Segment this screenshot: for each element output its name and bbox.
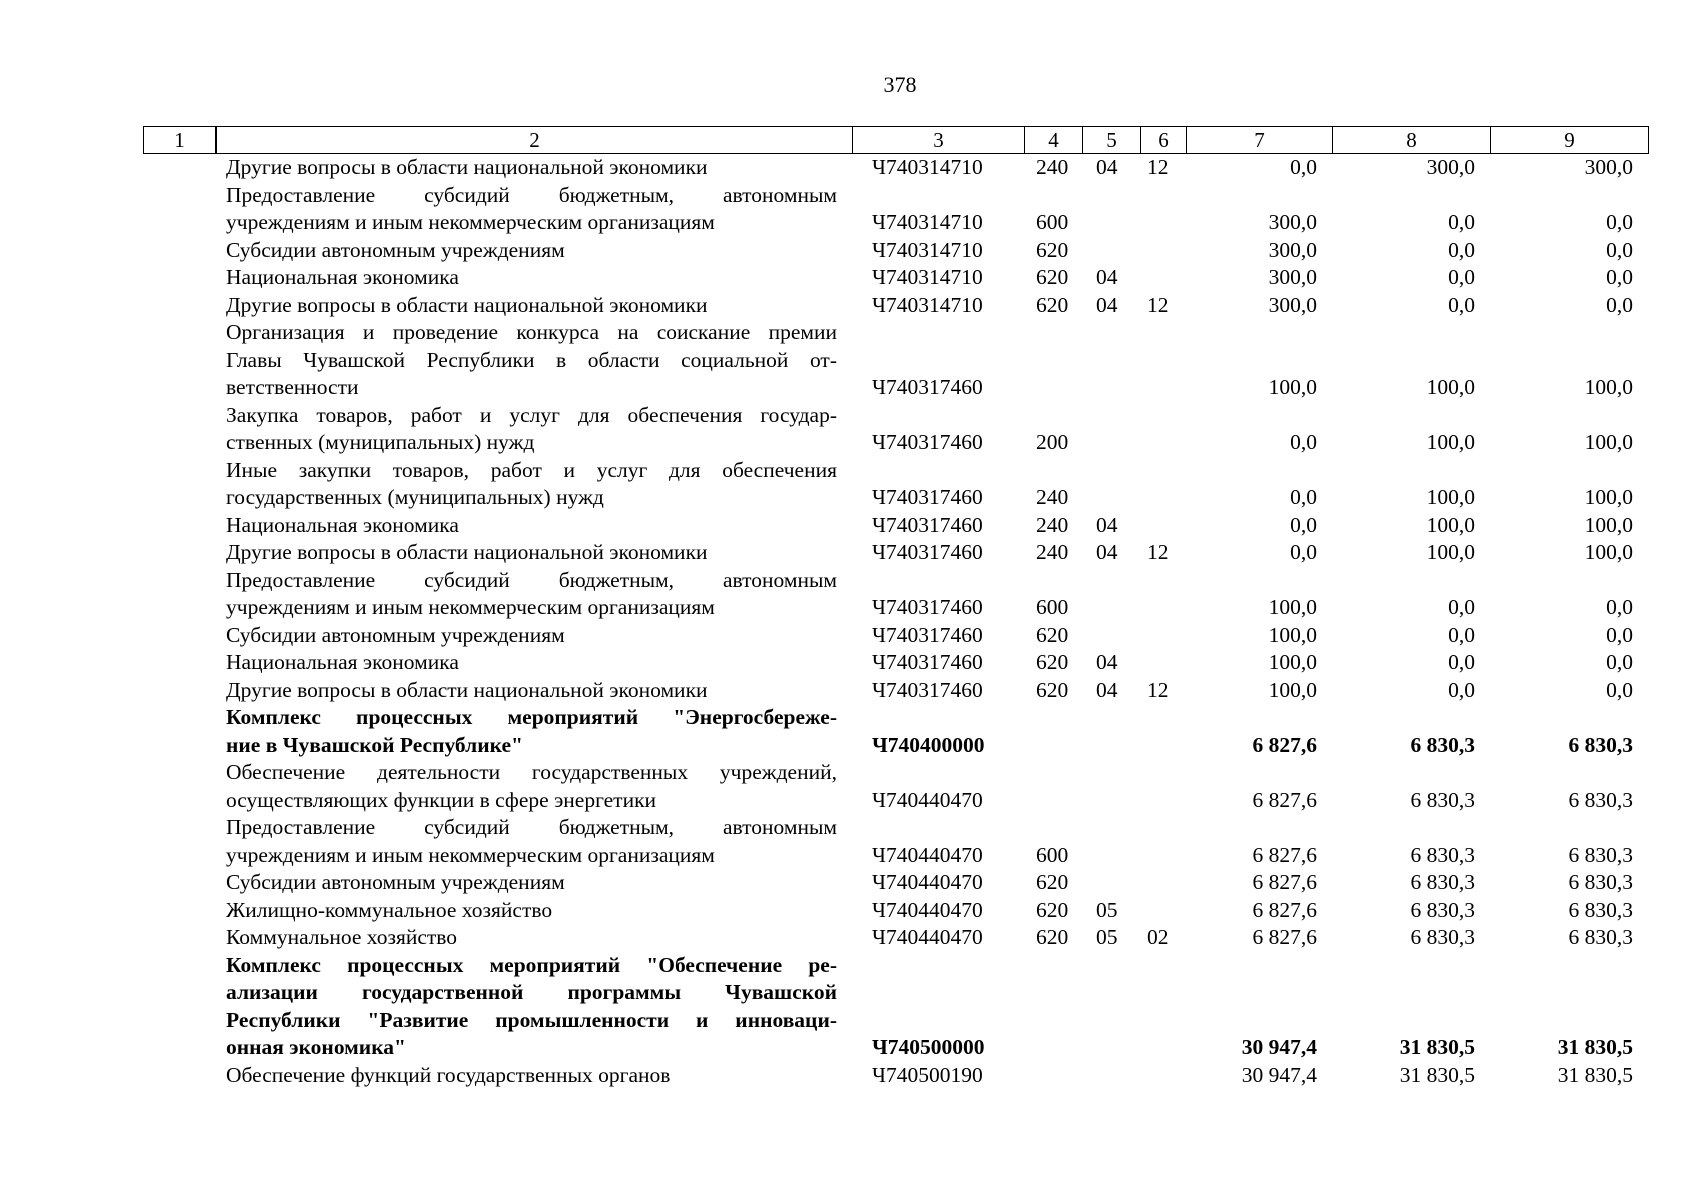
amount-col-9: 0,0 [1606,210,1633,234]
section: 04 [1096,292,1118,317]
description-line: Республики "Развитие промышленности и инноваци- [226,1007,837,1032]
target-code: Ч740317460 [872,430,983,454]
amount-col-8: 0,0 [1448,650,1475,674]
description-line: ветственности [226,375,359,399]
description-line: ние в Чувашской Республике" [226,732,523,757]
amount-col-7: 0,0 [1290,485,1317,509]
amount-col-7: 30 947,4 [1241,1035,1317,1059]
row-description [226,704,837,759]
header-cell-4: 4 [1024,126,1083,154]
table-row [0,154,1697,182]
amount-col-7: 100,0 [1268,677,1317,702]
target-code: Ч740314710 [872,292,983,317]
row-description [226,759,837,814]
description-line: Субсидии автономным учреждениям [226,237,565,262]
target-code: Ч740317460 [872,650,983,674]
expense-type: 200 [1036,430,1069,454]
target-code: Ч740500000 [872,1035,985,1059]
amount-col-8: 6 830,3 [1410,842,1475,867]
description-line: Другие вопросы в области национальной экономики [226,292,708,317]
expense-type: 240 [1036,155,1069,179]
target-code: Ч740317460 [872,485,983,509]
target-code: Ч740314710 [872,155,983,179]
expense-type: 620 [1036,650,1069,674]
table-row [0,292,1697,320]
table-row [0,814,1697,869]
row-description [226,649,837,677]
amount-col-9: 0,0 [1606,622,1633,647]
amount-col-7: 300,0 [1268,237,1317,262]
amount-col-7: 0,0 [1290,540,1317,564]
description-line: Главы Чувашской Республики в области социальной от- [226,347,837,372]
table-row [0,264,1697,292]
row-description [226,897,837,925]
description-line: Обеспечение функций государственных органов [226,1062,671,1087]
target-code: Ч740440470 [872,897,983,922]
expense-type: 240 [1036,485,1069,509]
description-line: Иные закупки товаров, работ и услуг для обеспечения [226,457,837,482]
table-row [0,457,1697,512]
description-line: онная экономика" [226,1035,406,1059]
table-row [0,567,1697,622]
expense-type: 620 [1036,265,1069,289]
expense-type: 600 [1036,210,1069,234]
target-code: Ч740314710 [872,237,983,262]
description-line: учреждениям и иным некоммерческим организациям [226,210,715,234]
description-line: Закупка товаров, работ и услуг для обеспечения государ- [226,402,837,427]
description-line: учреждениям и иным некоммерческим организациям [226,595,715,619]
table-row [0,759,1697,814]
row-description [226,952,837,1062]
amount-col-7: 6 827,6 [1252,870,1317,894]
description-line: учреждениям и иным некоммерческим организациям [226,842,715,867]
header-cell-8: 8 [1332,126,1491,154]
amount-col-9: 100,0 [1584,512,1633,537]
amount-col-8: 6 830,3 [1410,897,1475,922]
table-row [0,512,1697,540]
description-line: Организация и проведение конкурса на соискание премии [226,320,837,344]
expense-type: 620 [1036,925,1069,949]
header-cell-2: 2 [216,126,853,154]
target-code: Ч740440470 [872,925,983,949]
row-description [226,457,837,512]
header-cell-6: 6 [1140,126,1187,154]
row-description [226,539,837,567]
amount-col-8: 100,0 [1426,430,1475,454]
description-line: осуществляющих функции в сфере энергетики [226,787,657,812]
description-line: Субсидии автономным учреждениям [226,622,565,647]
section: 05 [1096,897,1118,922]
table-row [0,182,1697,237]
amount-col-8: 6 830,3 [1410,732,1475,757]
amount-col-7: 300,0 [1268,292,1317,317]
section: 04 [1096,540,1118,564]
amount-col-8: 0,0 [1448,210,1475,234]
amount-col-7: 6 827,6 [1252,897,1317,922]
section: 04 [1096,265,1118,289]
amount-col-7: 0,0 [1290,155,1317,179]
amount-col-9: 100,0 [1584,430,1633,454]
row-description [226,622,837,650]
section: 04 [1096,650,1118,674]
row-description [226,869,837,897]
description-line: Субсидии автономным учреждениям [226,870,565,894]
expense-type: 600 [1036,595,1069,619]
row-description [226,512,837,540]
amount-col-9: 6 830,3 [1568,897,1633,922]
section: 05 [1096,925,1118,949]
amount-col-8: 100,0 [1426,512,1475,537]
amount-col-7: 30 947,4 [1241,1062,1317,1087]
expense-type: 620 [1036,237,1069,262]
amount-col-8: 300,0 [1426,155,1475,179]
expense-type: 620 [1036,622,1069,647]
subsection: 12 [1147,292,1169,317]
amount-col-9: 0,0 [1606,595,1633,619]
target-code: Ч740440470 [872,842,983,867]
table-row [0,704,1697,759]
header-cell-7: 7 [1186,126,1333,154]
table-row [0,539,1697,567]
target-code: Ч740400000 [872,732,985,757]
amount-col-7: 0,0 [1290,430,1317,454]
target-code: Ч740317460 [872,677,983,702]
table-row [0,237,1697,265]
header-cell-1: 1 [143,126,216,154]
amount-col-9: 31 830,5 [1557,1062,1633,1087]
amount-col-9: 100,0 [1584,540,1633,564]
amount-col-9: 6 830,3 [1568,925,1633,949]
table-row [0,1062,1697,1090]
row-description [226,677,837,705]
header-cell-9: 9 [1490,126,1649,154]
amount-col-7: 300,0 [1268,210,1317,234]
row-description [226,814,837,869]
expense-type: 620 [1036,677,1069,702]
amount-col-9: 300,0 [1584,155,1633,179]
target-code: Ч740440470 [872,870,983,894]
target-code: Ч740500190 [872,1062,983,1087]
expense-type: 240 [1036,512,1069,537]
target-code: Ч740317460 [872,595,983,619]
amount-col-7: 300,0 [1268,265,1317,289]
amount-col-9: 0,0 [1606,677,1633,702]
row-description [226,237,837,265]
expense-type: 620 [1036,897,1069,922]
target-code: Ч740317460 [872,512,983,537]
row-description [226,402,837,457]
amount-col-9: 0,0 [1606,292,1633,317]
amount-col-9: 100,0 [1584,375,1633,399]
row-description [226,924,837,952]
amount-col-7: 100,0 [1268,595,1317,619]
description-line: государственных (муниципальных) нужд [226,485,604,509]
amount-col-9: 31 830,5 [1557,1035,1633,1059]
amount-col-9: 6 830,3 [1568,842,1633,867]
description-line: Национальная экономика [226,650,459,674]
amount-col-7: 100,0 [1268,375,1317,399]
header-cell-3: 3 [852,126,1025,154]
amount-col-7: 0,0 [1290,512,1317,537]
amount-col-8: 0,0 [1448,622,1475,647]
row-description [226,292,837,320]
amount-col-7: 100,0 [1268,622,1317,647]
amount-col-9: 0,0 [1606,650,1633,674]
amount-col-8: 0,0 [1448,292,1475,317]
description-line: Предоставление субсидий бюджетным, автономным [226,815,837,839]
amount-col-8: 6 830,3 [1410,787,1475,812]
amount-col-8: 100,0 [1426,375,1475,399]
description-line: Обеспечение деятельности государственных учреждений, [226,760,837,784]
amount-col-7: 100,0 [1268,650,1317,674]
amount-col-8: 31 830,5 [1399,1035,1475,1059]
expense-type: 600 [1036,842,1069,867]
amount-col-7: 6 827,6 [1252,925,1317,949]
page-number: 378 [883,72,917,97]
table-row [0,952,1697,1062]
table-row [0,677,1697,705]
target-code: Ч740317460 [872,622,983,647]
expense-type: 240 [1036,540,1069,564]
target-code: Ч740440470 [872,787,983,812]
table-row [0,319,1697,402]
header-cell-5: 5 [1082,126,1141,154]
amount-col-8: 6 830,3 [1410,925,1475,949]
target-code: Ч740314710 [872,210,983,234]
amount-col-9: 6 830,3 [1568,870,1633,894]
amount-col-8: 6 830,3 [1410,870,1475,894]
amount-col-9: 6 830,3 [1568,787,1633,812]
target-code: Ч740317460 [872,540,983,564]
target-code: Ч740317460 [872,375,983,399]
description-line: Коммунальное хозяйство [226,925,458,949]
amount-col-9: 0,0 [1606,265,1633,289]
amount-col-7: 6 827,6 [1252,842,1317,867]
amount-col-8: 31 830,5 [1399,1062,1475,1087]
table-body [0,154,1697,1089]
description-line: Другие вопросы в области национальной экономики [226,155,708,179]
table-row [0,897,1697,925]
description-line: Комплекс процессных мероприятий "Обеспечение ре- [226,952,837,977]
subsection: 12 [1147,677,1169,702]
row-description [226,264,837,292]
description-line: Предоставление субсидий бюджетным, автономным [226,567,837,592]
table-row [0,924,1697,952]
row-description [226,319,837,402]
section: 04 [1096,512,1118,537]
expense-type: 620 [1036,292,1069,317]
amount-col-9: 0,0 [1606,237,1633,262]
amount-col-8: 0,0 [1448,595,1475,619]
description-line: Комплекс процессных мероприятий "Энергосбереже- [226,705,837,729]
amount-col-8: 100,0 [1426,485,1475,509]
amount-col-9: 6 830,3 [1568,732,1633,757]
amount-col-7: 6 827,6 [1252,787,1317,812]
amount-col-8: 100,0 [1426,540,1475,564]
table-row [0,402,1697,457]
section: 04 [1096,677,1118,702]
amount-col-8: 0,0 [1448,237,1475,262]
row-description [226,567,837,622]
description-line: ственных (муниципальных) нужд [226,430,535,454]
row-description [226,154,837,182]
amount-col-9: 100,0 [1584,485,1633,509]
description-line: Другие вопросы в области национальной экономики [226,540,708,564]
amount-col-8: 0,0 [1448,677,1475,702]
description-line: ализации государственной программы Чувашской [226,980,837,1004]
table-row [0,622,1697,650]
description-line: Национальная экономика [226,265,459,289]
description-line: Другие вопросы в области национальной экономики [226,677,708,702]
section: 04 [1096,155,1118,179]
subsection: 12 [1147,155,1169,179]
expense-type: 620 [1036,870,1069,894]
description-line: Предоставление субсидий бюджетным, автономным [226,182,837,207]
table-row [0,649,1697,677]
description-line: Национальная экономика [226,512,459,537]
subsection: 12 [1147,540,1169,564]
target-code: Ч740314710 [872,265,983,289]
table-row [0,869,1697,897]
row-description [226,1062,837,1090]
amount-col-8: 0,0 [1448,265,1475,289]
row-description [226,182,837,237]
amount-col-7: 6 827,6 [1252,732,1317,757]
description-line: Жилищно-коммунальное хозяйство [226,897,553,922]
subsection: 02 [1147,925,1169,949]
